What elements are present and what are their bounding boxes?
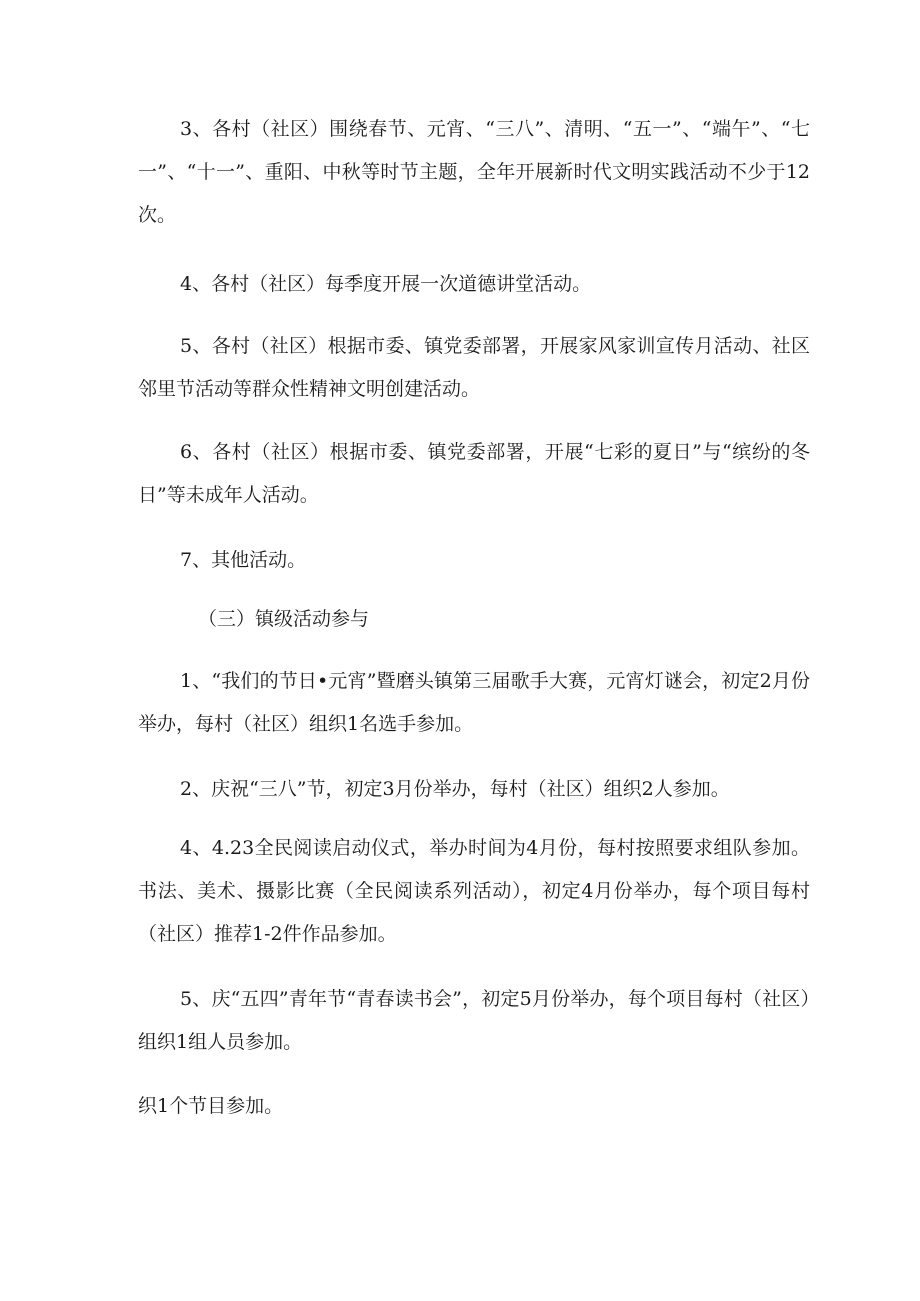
paragraph-item-7-other-activities: 7、其他活动。 xyxy=(180,549,307,571)
paragraph-item-6-minor-activities: 6、各村（社区）根据市委、镇党委部署，开展“七彩的夏日”与“缤纷的冬日”等未成年人活动。 xyxy=(138,441,810,506)
section-heading-town-activities: （三）镇级活动参与 xyxy=(198,608,370,630)
paragraph-trailing-fragment: 织1个节目参加。 xyxy=(138,1095,284,1117)
paragraph-town-item-2-womens-day: 2、庆祝“三八”节，初定3月份举办，每村（社区）组织2人参加。 xyxy=(180,778,730,800)
paragraph-item-5-family-tradition: 5、各村（社区）根据市委、镇党委部署，开展家风家训宣传月活动、社区邻里节活动等群众性精神文明创建活动。 xyxy=(138,335,810,400)
paragraph-item-4-moral-lecture: 4、各村（社区）每季度开展一次道德讲堂活动。 xyxy=(180,273,592,295)
paragraph-town-item-5-youth-day: 5、庆“五四”青年节“青春读书会”，初定5月份举办，每个项目每村（社区）组织1组人员参加。 xyxy=(138,988,810,1053)
paragraph-town-item-4-reading: 4、4.23全民阅读启动仪式，举办时间为4月份，每村按照要求组队参加。书法、美术、摄影比赛（全民阅读系列活动），初定4月份举办，每个项目每村（社区）推荐1-2件作品参加。 xyxy=(138,837,810,945)
paragraph-town-item-1-lantern-festival: 1、“我们的节日•元宵”暨磨头镇第三届歌手大赛，元宵灯谜会，初定2月份举办，每村（社区）组织1名选手参加。 xyxy=(138,670,810,735)
paragraph-item-3-festival-activities: 3、各村（社区）围绕春节、元宵、“三八”、清明、“五一”、“端午”、“七一”、“十一”、重阳、中秋等时节主题，全年开展新时代文明实践活动不少于12次。 xyxy=(138,118,810,226)
